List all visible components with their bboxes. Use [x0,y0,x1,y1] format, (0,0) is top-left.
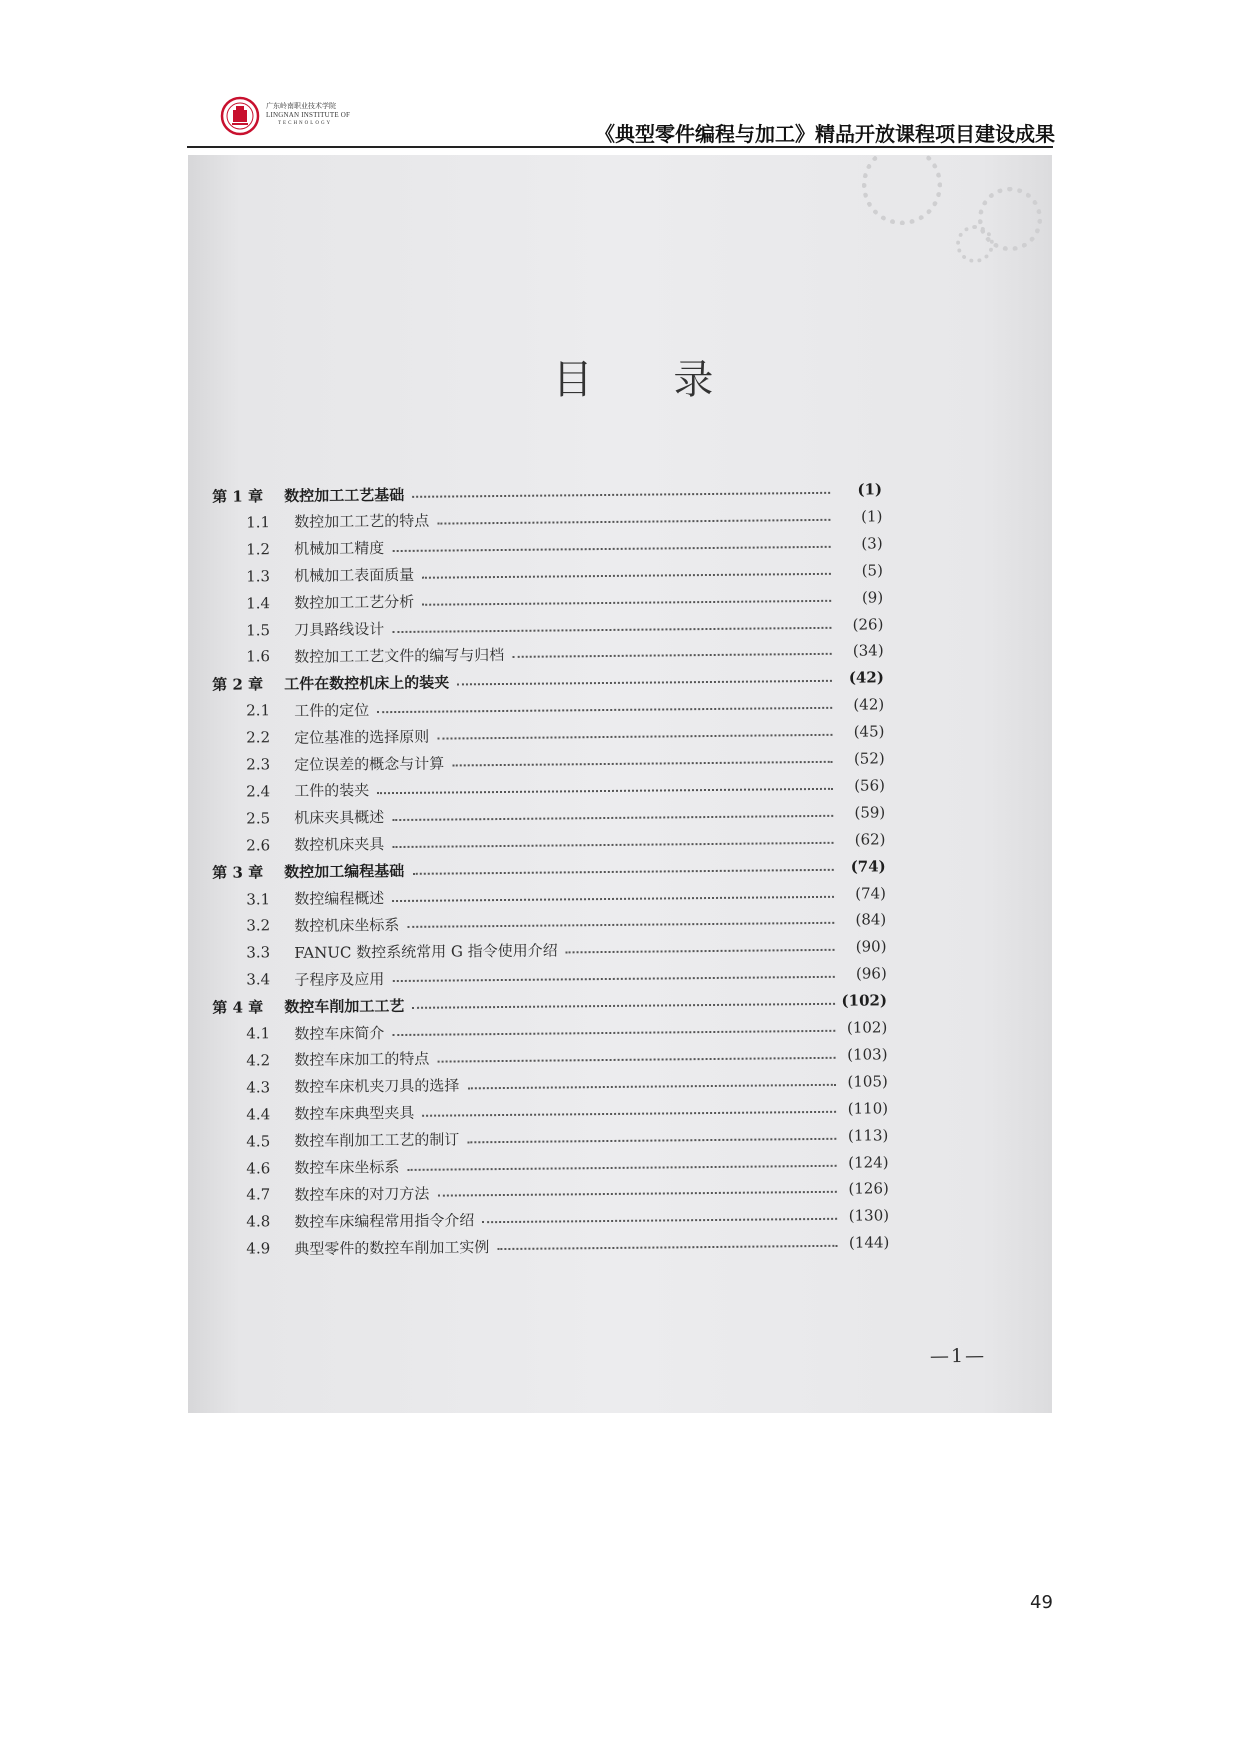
toc-entry-page: (126) [848,1179,889,1199]
toc-entry-number: 4.8 [246,1212,271,1231]
toc-dot-leader [392,815,833,821]
toc-title: 目 录 [552,357,748,403]
toc-dot-leader [392,842,833,848]
toc-entry-page: (62) [854,830,886,849]
toc-entry-page: (110) [847,1098,889,1118]
toc-entry-page: (96) [855,964,887,983]
toc-entry-page: (124) [848,1152,889,1172]
toc-entry-title: 工件的定位 [294,700,370,720]
toc-entry-page: (74) [850,856,886,876]
gear-decoration-icon [956,225,994,263]
toc-entry-title: 典型零件的数控车削加工实例 [294,1237,490,1258]
toc-entry-page: (130) [848,1206,890,1225]
toc-entry-title: 数控车床简介 [294,1023,385,1043]
toc-entry-title: 工件的装夹 [294,781,370,801]
document-header [0,0,1240,150]
toc-entry-number: 1.2 [246,540,271,559]
toc-entry-title: 数控车削加工工艺的制订 [294,1130,460,1151]
toc-entry-page: (113) [847,1125,889,1145]
toc-dot-leader [392,976,834,982]
toc-entry-number: 1.3 [246,566,271,586]
toc-entry-title: 机床夹具概述 [294,808,385,828]
toc-entry-number: 2.2 [246,728,271,747]
toc-dot-leader [392,626,831,632]
logo-english-subname: TECHNOLOGY [278,121,333,126]
toc-dot-leader [482,1218,837,1223]
table-of-contents [188,473,1052,1258]
toc-entry-page: (103) [847,1045,888,1064]
toc-entry-page: (42) [848,668,885,687]
toc-entry-page: (45) [853,722,885,741]
toc-entry-page: (5) [861,561,883,580]
toc-entry-page: (34) [852,641,884,661]
toc-entry-page: (59) [854,803,886,822]
toc-entry-title: 数控编程概述 [294,889,385,908]
toc-entry-number: 1.6 [246,647,271,666]
toc-dot-leader [422,573,831,579]
toc-entry-number: 3.4 [246,970,271,989]
toc-entry-title: 数控车床机夹刀具的选择 [294,1076,460,1097]
toc-entry-number: 第 4 章 [212,997,264,1017]
book-folio: —1— [929,1344,987,1368]
logo-english-name: LINGNAN INSTITUTE OF [266,111,351,119]
toc-entry-title: 数控车床加工的特点 [294,1050,430,1070]
toc-dot-leader [512,653,831,658]
toc-entry-number: 第 2 章 [212,675,264,694]
toc-entry-page: (9) [861,587,884,607]
toc-entry-number: 2.5 [246,809,271,828]
toc-entry-title: 数控加工工艺的特点 [294,512,430,532]
toc-entry-title: 机械加工精度 [294,539,385,559]
toc-dot-leader [377,707,832,713]
toc-entry-title: 数控车床坐标系 [294,1158,400,1178]
toc-entry-page: (84) [855,910,887,930]
toc-entry-title: 数控加工工艺文件的编写与归档 [294,645,505,666]
toc-entry-number: 4.4 [246,1104,271,1124]
toc-dot-leader [377,788,833,794]
toc-dot-leader [497,1245,837,1250]
header-divider [187,146,1053,148]
toc-dot-leader [412,1003,835,1009]
toc-entry-page: (144) [848,1233,890,1252]
toc-dot-leader [467,1137,836,1143]
toc-entry-number: 2.4 [246,782,271,801]
toc-entry-title: 数控机床夹具 [294,835,385,855]
gear-decoration-icon [862,155,942,225]
toc-entry-number: 1.5 [246,620,271,639]
toc-entry-number: 4.2 [246,1051,271,1070]
scanned-book-page [188,155,1052,1413]
toc-dot-leader [407,1164,836,1170]
toc-entry-number: 4.6 [246,1158,271,1177]
toc-entry-number: 1.4 [246,593,271,613]
toc-entry-page: (90) [855,937,887,956]
toc-entry-number: 1.1 [246,513,271,532]
toc-section-row [212,1227,889,1263]
toc-entry-number: 2.1 [246,701,271,720]
toc-entry-page: (105) [847,1072,888,1091]
toc-entry-number: 第 3 章 [212,863,264,882]
toc-entry-page: (42) [853,695,885,714]
toc-dot-leader [452,761,832,767]
toc-entry-page: (3) [861,534,883,553]
toc-dot-leader [407,922,834,928]
toc-entry-page: (56) [854,776,886,795]
toc-entry-page: (74) [855,883,887,903]
toc-dot-leader [467,1084,835,1090]
header-title: 《典型零件编程与加工》精品开放课程项目建设成果 [595,122,1055,146]
toc-entry-number: 3.1 [246,889,271,908]
toc-dot-leader [457,680,832,686]
toc-entry-page: (52) [853,749,885,768]
toc-entry-title: 定位基准的选择原则 [294,727,430,747]
toc-entry-title: 机械加工表面质量 [294,566,415,586]
toc-dot-leader [392,1030,835,1036]
toc-dot-leader [437,519,830,525]
toc-entry-number: 3.2 [246,916,271,935]
toc-dot-leader [437,734,832,740]
toc-entry-number: 2.6 [246,835,271,855]
toc-entry-number: 2.3 [246,755,271,774]
toc-entry-number: 4.3 [246,1078,271,1097]
toc-entry-title: 子程序及应用 [294,969,385,989]
toc-entry-page: (102) [841,991,888,1010]
toc-entry-number: 4.9 [246,1239,271,1258]
toc-dot-leader [566,949,835,954]
school-logo-icon [220,96,260,136]
toc-entry-number: 4.7 [246,1185,271,1204]
toc-entry-title: FANUC 数控系统常用 G 指令使用介绍 [294,941,558,962]
toc-entry-number: 3.3 [246,943,271,962]
toc-entry-title: 数控车床典型夹具 [294,1104,415,1124]
toc-entry-title: 定位误差的概念与计算 [294,754,445,774]
toc-dot-leader [412,868,833,874]
toc-entry-title: 数控机床坐标系 [294,915,400,935]
toc-entry-title: 数控车床编程常用指令介绍 [294,1211,475,1231]
toc-entry-title: 数控车削加工工艺 [284,996,405,1016]
toc-dot-leader [392,546,830,552]
logo-chinese-name: 广东岭南职业技术学院 [266,102,336,110]
toc-entry-title: 刀具路线设计 [294,620,385,639]
toc-entry-page: (102) [846,1018,888,1037]
toc-entry-page: (26) [852,614,884,634]
toc-dot-leader [437,1057,835,1063]
toc-dot-leader [422,599,831,605]
toc-entry-page: (1) [861,507,883,526]
toc-entry-title: 数控加工工艺分析 [294,592,415,613]
toc-entry-number: 4.5 [246,1131,271,1151]
toc-dot-leader [412,492,830,498]
toc-entry-number: 第 1 章 [212,486,264,506]
toc-dot-leader [392,895,834,901]
toc-entry-title: 数控加工工艺基础 [284,485,405,505]
toc-dot-leader [437,1191,836,1197]
toc-entry-page: (1) [857,480,883,499]
toc-entry-title: 数控车床的对刀方法 [294,1184,430,1204]
page-number: 49 [1030,1592,1053,1613]
toc-entry-title: 工件在数控机床上的装夹 [284,673,450,693]
toc-entry-number: 4.1 [246,1024,271,1043]
toc-entry-title: 数控加工编程基础 [284,862,405,882]
toc-dot-leader [422,1110,836,1116]
